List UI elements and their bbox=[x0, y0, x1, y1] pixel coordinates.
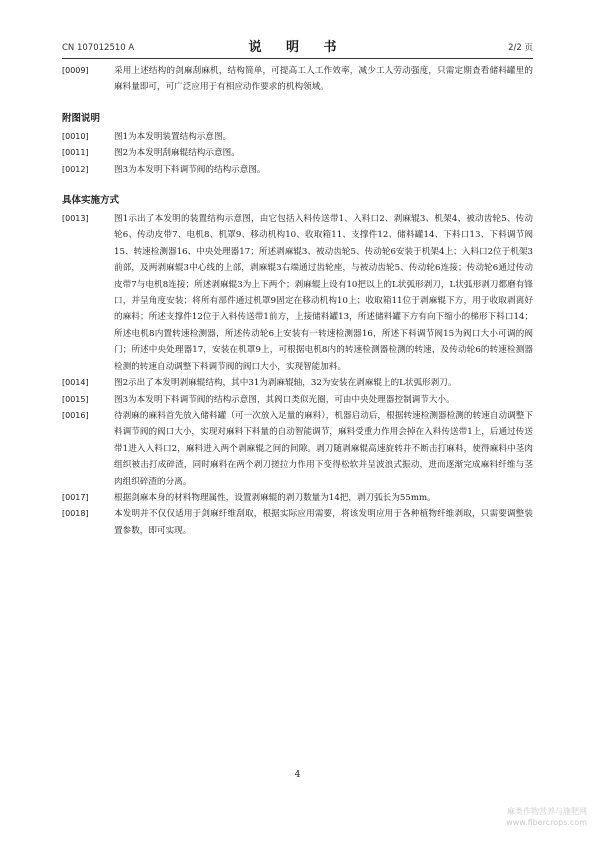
paragraph bbox=[62, 490, 533, 506]
watermark-site-name: 麻类作物营养与施肥网 bbox=[507, 807, 587, 816]
section-heading-figures: 附图说明 bbox=[62, 112, 101, 124]
paragraph-number: [0013] bbox=[62, 214, 89, 224]
paragraph-number: [0016] bbox=[62, 410, 89, 420]
paragraph-number: [0010] bbox=[62, 131, 89, 141]
paragraph-text: 待剥麻的麻料首先放入储料罐（可一次放入足量的麻料），机器启动后，根据转速检测器检测的转速自动调整下料调节阀的阀口大小，实现对麻料下料量的自动智能调节，麻料受重力作用会掉在入料传送带1上，后通过传送带1进入入料口2，麻料进入两个剥麻辊之间的间隙。剥刀随剥麻辊高速旋转并不断击打麻料，使得麻料中茎肉组织被击打成碎渣，同时麻料在两个剥刀搓拉力作用下变得松软并呈波浪式振动，进而逐渐完成麻料纤维与茎肉组织碎渣的分离。 bbox=[114, 410, 533, 487]
paragraph-text: 图3为本发明下料调节阀的结构示意图。 bbox=[114, 164, 266, 175]
paragraph-text: 图2示出了本发明剥麻辊结构，其中31为剥麻辊轴，32为安装在剥麻辊上的L状弧形剥刀。 bbox=[114, 378, 457, 389]
paragraph-number: [0009] bbox=[62, 66, 89, 75]
paragraph-number: [0012] bbox=[62, 164, 89, 174]
paragraph bbox=[62, 211, 533, 375]
paragraph-text: 本发明并不仅仅适用于剑麻纤维刮取，根据实际应用需要，将该发明应用于各种植物纤维剥取，只需要调整装置参数，即可实现。 bbox=[114, 509, 533, 536]
paragraph-text: 图1示出了本发明的装置结构示意图，由它包括入料传送带1、入料口2、剥麻辊3、机架4、被动齿轮5、传动轮6、传动皮带7、电机8、机罩9、移动机构10、收取箱11、支撑件12、储料罐14、下料口13、下料调节阀15、转速检测器16、中央处理器17；所述剥麻辊3、被动齿轮5、传动轮6安装于机架4上；入料口2位于机架3前部，及两剥麻辊3中心线的上部，剥麻辊3右端通过齿轮座，与被动齿轮5、传动轮6连接；传动轮6通过传动皮带7与电机8连接；所述剥麻辊3为上下两个；剥麻辊上设有10把以上的L状弧形剥刀，L状弧形剥刀都磨有锋口，并呈角度安装；将所有部件通过机罩9固定在移动机构10上；收取箱11位于剥麻辊下方，用于收取剥离好的麻料；所述支撑件12位于入料传送带1前方，上接储料罐13，所述储料罐下方有向下缩小的梯形下料口14；所述电机8内置转速检测器，所述传动轮6上安装有一转速检测器16，所述下料调节阀15为阀口大小可调的阀门；所述中央处理器17，安装在机罩9上，可根据电机8内的转速检测器检测的转速，及传动轮6的转速检测器检测的转速自动调整下料调节阀的阀口大小，实现智能加料。 bbox=[114, 214, 533, 372]
paragraph bbox=[62, 145, 533, 161]
paragraph bbox=[62, 408, 533, 490]
paragraph-number: [0014] bbox=[62, 378, 89, 388]
paragraph-text: 图3为本发明下料调节阀的结构示意图，其阀口类似光圈，可由中央处理器控制调节大小。 bbox=[114, 394, 455, 405]
paragraph-text: 图2为本发明刮麻辊结构示意图。 bbox=[114, 148, 240, 159]
paragraph bbox=[62, 162, 533, 178]
paragraph-number: [0015] bbox=[62, 394, 89, 404]
section-heading-embodiment: 具体实施方式 bbox=[62, 195, 120, 207]
watermark bbox=[506, 806, 587, 828]
paragraph-number: [0017] bbox=[62, 492, 89, 502]
page-number: 4 bbox=[294, 770, 301, 780]
paragraph-text: 图1为本发明装置结构示意图。 bbox=[114, 131, 232, 142]
page-indicator: 2/2 页 bbox=[508, 43, 533, 53]
document-body bbox=[62, 63, 533, 539]
paragraph-number: [0018] bbox=[62, 509, 89, 519]
watermark-url: www.fibercrops.com bbox=[506, 818, 587, 827]
paragraph bbox=[62, 63, 533, 96]
paragraph-text: 采用上述结构的剑麻刮麻机，结构简单，可提高工人工作效率，减少工人劳动强度，只需定期查看储料罐里的麻料量即可，可广泛应用于有相应动作要求的机构领域。 bbox=[114, 66, 533, 93]
document-title: 说 明 书 bbox=[248, 40, 347, 55]
publication-number: CN 107012510 A bbox=[62, 43, 135, 53]
paragraph bbox=[62, 129, 533, 145]
paragraph bbox=[62, 392, 533, 408]
paragraph bbox=[62, 375, 533, 391]
page-header bbox=[62, 36, 533, 59]
paragraph-number: [0011] bbox=[62, 148, 89, 158]
paragraph-text: 根据剑麻本身的材料物理属性，设置剥麻辊的剥刀数量为14把，剥刀弧长为55mm。 bbox=[114, 492, 436, 503]
paragraph bbox=[62, 506, 533, 539]
